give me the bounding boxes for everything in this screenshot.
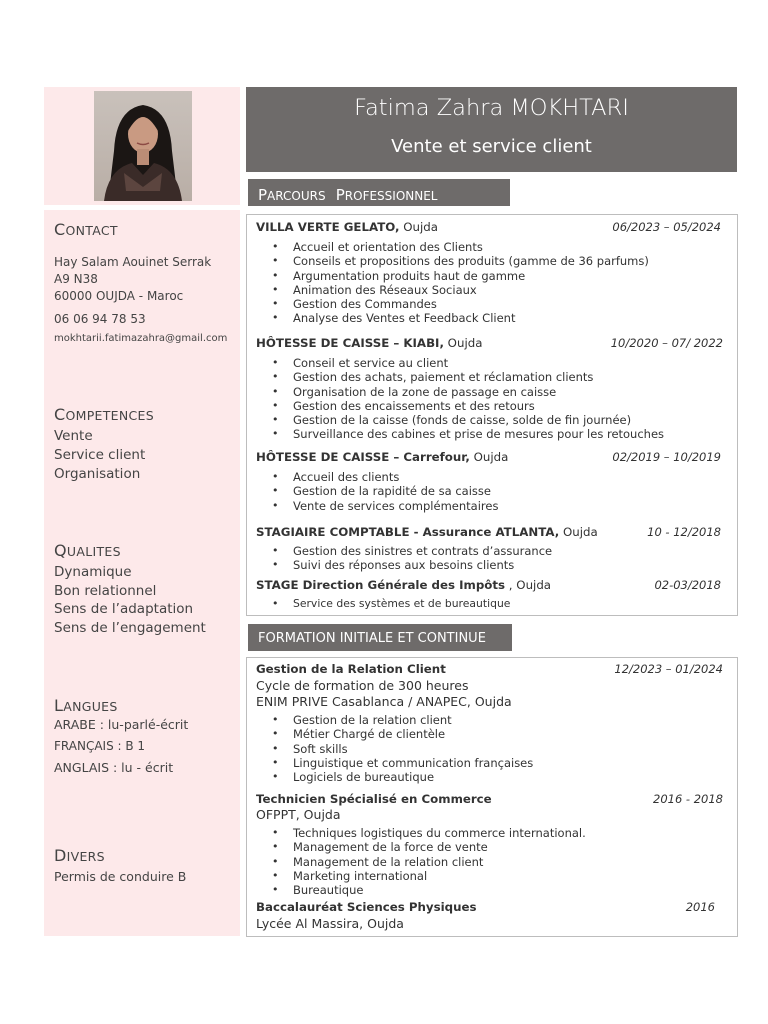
qualite-item: Bon relationnel <box>54 583 157 599</box>
contact-heading: CONTACT <box>54 220 118 239</box>
experience-title: HÔTESSE DE CAISSE – Carrefour, Oujda <box>256 450 509 464</box>
bullet-item: • Linguistique et communication françaises <box>256 756 533 770</box>
experience-date: 06/2023 – 05/2024 <box>612 220 721 234</box>
bullet-item: • Argumentation produits haut de gamme <box>256 269 649 283</box>
experience-date: 10/2020 – 07/ 2022 <box>610 336 723 350</box>
experience-title: STAGE Direction Générale des Impôts , Oujda <box>256 578 552 592</box>
bullet-item: • Analyse des Ventes et Feedback Client <box>256 311 649 325</box>
competence-item: Organisation <box>54 466 141 482</box>
formation-school: Lycée Al Massira, Oujda <box>256 916 404 931</box>
bullet-item: • Vente de services complémentaires <box>256 499 498 513</box>
experience-bullets <box>256 470 498 513</box>
bullet-item: • Surveillance des cabines et prise de mesures pour les retouches <box>256 427 664 441</box>
bullet-item: • Organisation de la zone de passage en caisse <box>256 385 664 399</box>
bullet-item: • Conseils et propositions des produits (gamme de 36 parfums) <box>256 254 649 268</box>
formation-school: OFPPT, Oujda <box>256 807 341 822</box>
bullet-item: • Animation des Réseaux Sociaux <box>256 283 649 297</box>
qualite-item: Sens de l’adaptation <box>54 601 194 617</box>
experience-bullets <box>256 240 649 326</box>
job-title: Vente et service client <box>391 136 592 157</box>
experience-date: 02/2019 – 10/2019 <box>612 450 721 464</box>
competence-item: Vente <box>54 428 93 444</box>
bullet-item: • Logiciels de bureautique <box>256 770 533 784</box>
experience-date: 02-03/2018 <box>654 578 721 592</box>
email-address: mokhtarii.fatimazahra@gmail.com <box>54 333 228 344</box>
bullet-item: • Gestion de la rapidité de sa caisse <box>256 484 498 498</box>
formation-date: 12/2023 – 01/2024 <box>614 662 723 676</box>
address-line-1: Hay Salam Aouinet Serrak <box>54 255 212 269</box>
langue-item: ANGLAIS : lu - écrit <box>54 760 174 775</box>
qualite-item: Sens de l’engagement <box>54 620 206 636</box>
address-line-2: A9 N38 <box>54 272 98 286</box>
formation-date: 2016 - 2018 <box>653 792 723 806</box>
bullet-item: • Techniques logistiques du commerce international. <box>256 826 586 840</box>
parcours-section-heading: PARCOURS PROFESSIONNEL <box>248 179 510 206</box>
formation-bullets <box>256 826 586 897</box>
langue-item: ARABE : lu-parlé-écrit <box>54 717 189 732</box>
experience-bullets <box>256 356 664 442</box>
qualites-heading: QUALITES <box>54 541 121 560</box>
experience-bullets <box>256 544 552 573</box>
bullet-item: • Suivi des réponses aux besoins clients <box>256 558 552 572</box>
bullet-item: • Métier Chargé de clientèle <box>256 727 533 741</box>
bullet-item: • Gestion des achats, paiement et réclamation clients <box>256 370 664 384</box>
formation-title: Technicien Spécialisé en Commerce <box>256 792 492 806</box>
bullet-item: • Gestion des sinistres et contrats d’assurance <box>256 544 552 558</box>
bullet-item: • Soft skills <box>256 742 533 756</box>
profile-photo <box>94 91 192 201</box>
bullet-item: • Gestion des encaissements et des retours <box>256 399 664 413</box>
bullet-item: • Bureautique <box>256 883 586 897</box>
formation-title: Baccalauréat Sciences Physiques <box>256 900 477 914</box>
bullet-item: • Management de la relation client <box>256 855 586 869</box>
experience-title: VILLA VERTE GELATO, Oujda <box>256 220 439 234</box>
bullet-item: • Management de la force de vente <box>256 840 586 854</box>
competence-item: Service client <box>54 447 146 463</box>
bullet-item: • Accueil des clients <box>256 470 498 484</box>
candidate-name: Fatima Zahra MOKHTARI <box>354 95 629 121</box>
phone-number: 06 06 94 78 53 <box>54 312 146 326</box>
langues-heading: LANGUES <box>54 696 118 715</box>
langue-item: FRANÇAIS : B 1 <box>54 739 146 753</box>
formation-section-heading: FORMATION INITIALE ET CONTINUE <box>248 624 512 651</box>
formation-detail: Cycle de formation de 300 heures <box>256 678 469 693</box>
experience-bullets <box>256 597 510 611</box>
qualite-item: Dynamique <box>54 564 132 580</box>
bullet-item: • Marketing international <box>256 869 586 883</box>
experience-title: STAGIAIRE COMPTABLE - Assurance ATLANTA, Oujda <box>256 525 598 539</box>
bullet-item: • Gestion de la caisse (fonds de caisse, solde de fin journée) <box>256 413 664 427</box>
divers-item: Permis de conduire B <box>54 869 187 884</box>
divers-heading: DIVERS <box>54 846 105 865</box>
bullet-item: • Accueil et orientation des Clients <box>256 240 649 254</box>
bullet-item: • Service des systèmes et de bureautique <box>256 597 510 611</box>
experience-title: HÔTESSE DE CAISSE – KIABI, Oujda <box>256 336 483 350</box>
formation-title: Gestion de la Relation Client <box>256 662 446 676</box>
bullet-item: • Conseil et service au client <box>256 356 664 370</box>
competences-heading: COMPETENCES <box>54 405 154 424</box>
address-line-3: 60000 OUJDA - Maroc <box>54 289 184 303</box>
bullet-item: • Gestion de la relation client <box>256 713 533 727</box>
experience-date: 10 - 12/2018 <box>647 525 721 539</box>
formation-school: ENIM PRIVE Casablanca / ANAPEC, Oujda <box>256 694 512 709</box>
bullet-item: • Gestion des Commandes <box>256 297 649 311</box>
formation-date: 2016 <box>685 900 715 914</box>
formation-bullets <box>256 713 533 784</box>
